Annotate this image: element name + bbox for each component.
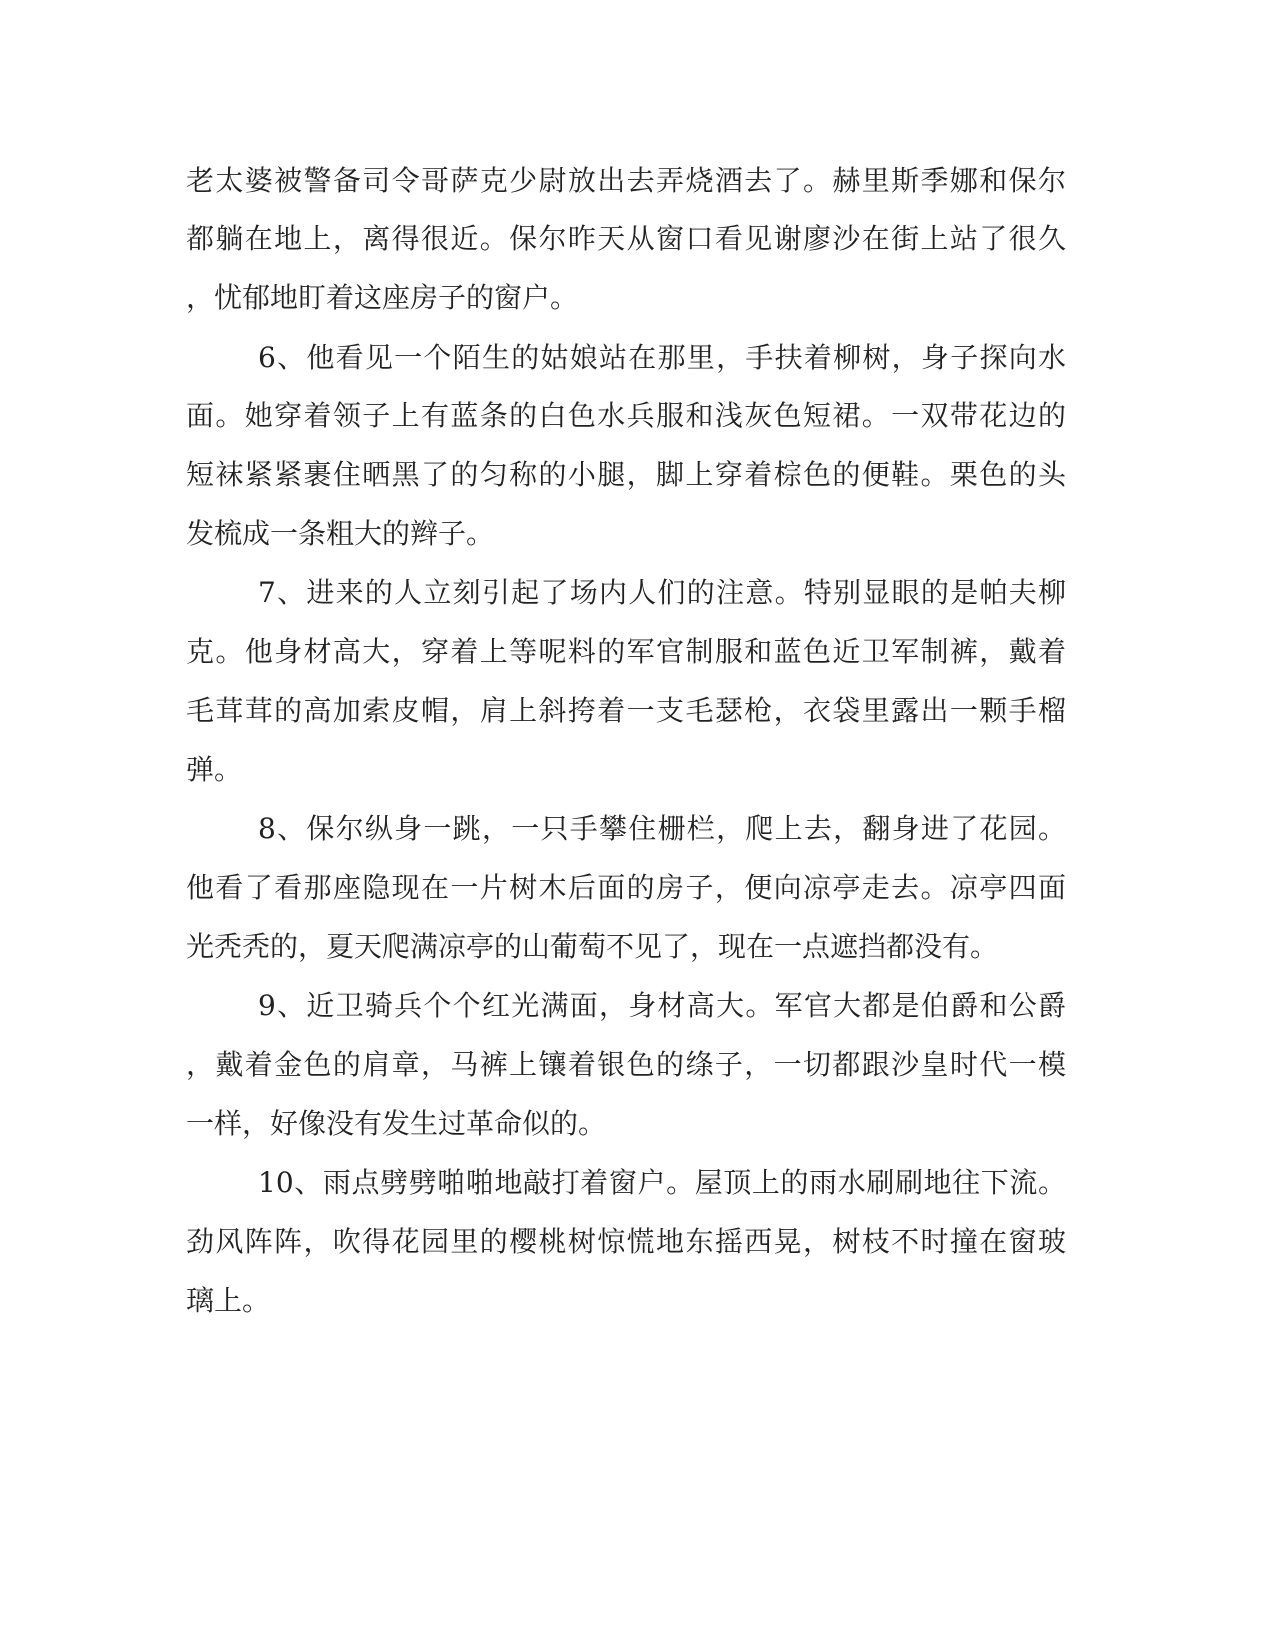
text-line: 克。他身材高大，穿着上等呢料的军官制服和蓝色近卫军制裤，戴着 (186, 635, 1066, 668)
text-line: ，忧郁地盯着这座房子的窗户。 (186, 281, 579, 314)
text-line: 毛茸茸的高加索皮帽，肩上斜挎着一支毛瑟枪，衣袋里露出一颗手榴 (186, 694, 1066, 727)
text-line: ，戴着金色的肩章，马裤上镶着银色的绦子，一切都跟沙皇时代一模 (186, 1048, 1066, 1081)
text-line: 发梳成一条粗大的辫子。 (186, 517, 495, 550)
text-line: 8、保尔纵身一跳，一只手攀住栅栏，爬上去，翻身进了花园。 (258, 812, 1066, 845)
text-line: 10、雨点劈劈啪啪地敲打着窗户。屋顶上的雨水刷刷地往下流。 (258, 1166, 1066, 1199)
text-line: 璃上。 (186, 1284, 271, 1317)
text-line: 6、他看见一个陌生的姑娘站在那里，手扶着柳树，身子探向水 (258, 341, 1066, 374)
text-line: 劲风阵阵，吹得花园里的樱桃树惊慌地东摇西晃，树枝不时撞在窗玻 (186, 1225, 1066, 1258)
text-line: 面。她穿着领子上有蓝条的白色水兵服和浅灰色短裙。一双带花边的 (186, 399, 1066, 432)
text-line: 他看了看那座隐现在一片树木后面的房子，便向凉亭走去。凉亭四面 (186, 871, 1066, 904)
text-line: 短袜紧紧裹住晒黑了的匀称的小腿，脚上穿着棕色的便鞋。栗色的头 (186, 458, 1066, 491)
text-line: 9、近卫骑兵个个红光满面，身材高大。军官大都是伯爵和公爵 (258, 989, 1066, 1022)
text-line: 光秃秃的，夏天爬满凉亭的山葡萄不见了，现在一点遮挡都没有。 (186, 930, 999, 963)
text-line: 老太婆被警备司令哥萨克少尉放出去弄烧酒去了。赫里斯季娜和保尔 (186, 164, 1066, 197)
text-line: 都躺在地上，离得很近。保尔昨天从窗口看见谢廖沙在街上站了很久 (186, 222, 1066, 255)
text-line: 7、进来的人立刻引起了场内人们的注意。特别显眼的是帕夫柳 (258, 576, 1066, 609)
text-line: 一样，好像没有发生过革命似的。 (186, 1107, 607, 1140)
text-line: 弹。 (186, 753, 243, 786)
